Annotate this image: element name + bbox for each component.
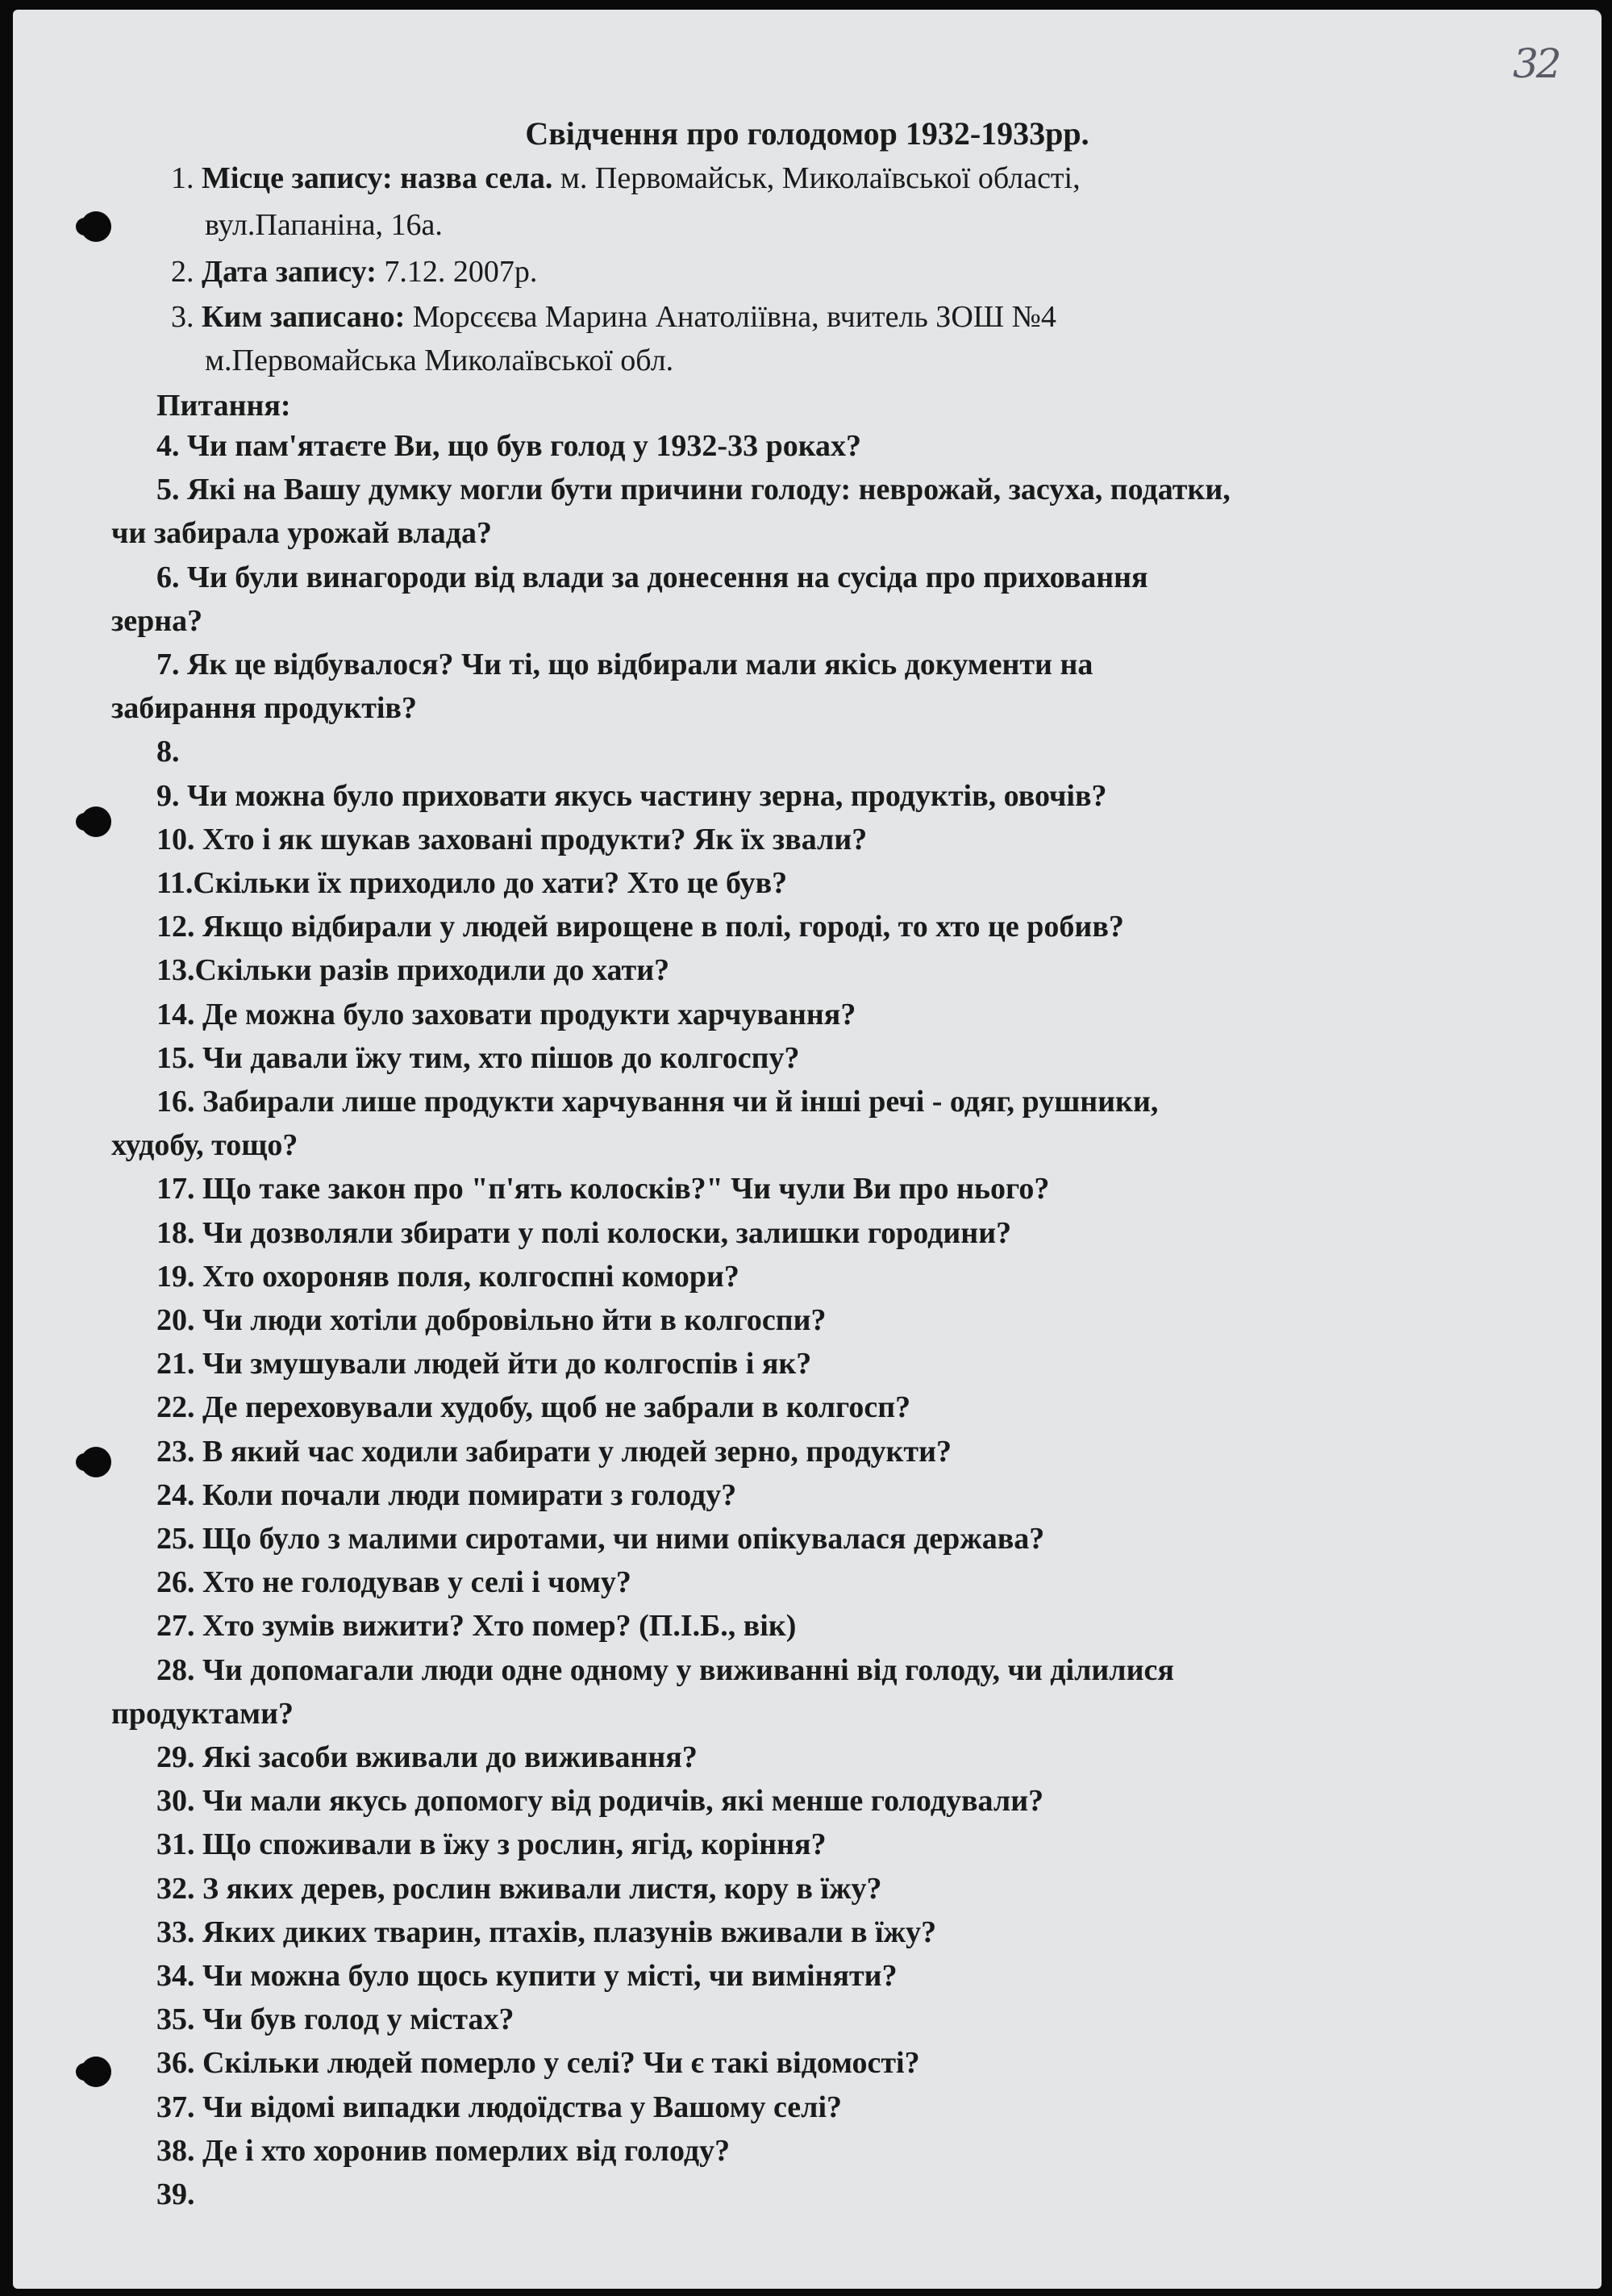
question-continuation: зерна? <box>111 604 203 638</box>
header-item-author-cont: м.Первомайська Миколаївської обл. <box>205 344 674 377</box>
question-item: 4. Чи пам'ятаєте Ви, що був голод у 1932-33 роках? <box>156 429 862 463</box>
question-item: 28. Чи допомагали люди одне одному у виживанні від голоду, чи ділилися <box>156 1653 1174 1687</box>
question-item: 9. Чи можна було приховати якусь частину зерна, продуктів, овочів? <box>156 779 1107 813</box>
question-continuation: худобу, тощо? <box>111 1128 298 1162</box>
question-item: 12. Якщо відбирали у людей вирощене в полі, городі, то хто це робив? <box>156 910 1124 944</box>
question-item: 27. Хто зумів вижити? Хто помер? (П.І.Б., вік) <box>156 1609 797 1643</box>
punch-hole <box>81 211 111 242</box>
question-item: 19. Хто охороняв поля, колгоспні комори? <box>156 1260 739 1294</box>
question-continuation: забирання продуктів? <box>111 691 417 725</box>
header-item-author: 3. Ким записано: Морсєєва Марина Анатоліївна, вчитель ЗОШ №4 <box>171 300 1056 334</box>
questions-heading: Питання: <box>156 389 291 423</box>
question-item: 31. Що споживали в їжу з рослин, ягід, коріння? <box>156 1827 827 1861</box>
question-item: 21. Чи змушували людей йти до колгоспів і як? <box>156 1347 812 1381</box>
punch-hole <box>81 1447 111 1477</box>
question-item: 8. <box>156 735 180 769</box>
header-item-place-cont: вул.Папаніна, 16а. <box>205 208 443 242</box>
question-item: 25. Що було з малими сиротами, чи ними опікувалася держава? <box>156 1522 1045 1556</box>
question-item: 26. Хто не голодував у селі і чому? <box>156 1565 631 1599</box>
page-number: 32 <box>1513 40 1560 87</box>
punch-hole <box>81 2056 111 2087</box>
question-item: 39. <box>156 2177 195 2211</box>
question-item: 6. Чи були винагороди від влади за донесення на сусіда про приховання <box>156 560 1148 594</box>
question-item: 14. Де можна було заховати продукти харчування? <box>156 998 856 1031</box>
header-item-place: 1. Місце запису: назва села. м. Первомайськ, Миколаївської області, <box>171 161 1081 195</box>
question-item: 5. Які на Вашу думку могли бути причини голоду: неврожай, засуха, податки, <box>156 473 1231 506</box>
question-item: 13.Скільки разів приходили до хати? <box>156 953 670 987</box>
question-item: 15. Чи давали їжу тим, хто пішов до колгоспу? <box>156 1041 800 1075</box>
question-item: 7. Як це відбувалося? Чи ті, що відбирали мали якісь документи на <box>156 648 1093 681</box>
question-item: 18. Чи дозволяли збирати у полі колоски, залишки городини? <box>156 1216 1012 1250</box>
question-item: 24. Коли почали люди помирати з голоду? <box>156 1478 737 1512</box>
punch-hole <box>81 806 111 837</box>
question-item: 37. Чи відомі випадки людоїдства у Вашому селі? <box>156 2090 843 2124</box>
question-item: 17. Що таке закон про "п'ять колосків?" Чи чули Ви про нього? <box>156 1172 1050 1206</box>
question-item: 34. Чи можна було щось купити у місті, чи виміняти? <box>156 1959 898 1993</box>
question-item: 22. Де переховували худобу, щоб не забрали в колгосп? <box>156 1390 911 1424</box>
question-item: 11.Скільки їх приходило до хати? Хто це був? <box>156 866 788 900</box>
question-item: 35. Чи був голод у містах? <box>156 2002 514 2036</box>
question-item: 10. Хто і як шукав заховані продукти? Як їх звали? <box>156 823 868 856</box>
document-title: Свідчення про голодомор 1932-1933рр. <box>525 115 1089 152</box>
question-item: 36. Скільки людей померло у селі? Чи є такі відомості? <box>156 2046 920 2080</box>
question-item: 33. Яких диких тварин, птахів, плазунів вживали в їжу? <box>156 1915 937 1949</box>
question-item: 20. Чи люди хотіли добровільно йти в колгоспи? <box>156 1303 827 1337</box>
question-item: 29. Які засоби вживали до виживання? <box>156 1740 698 1774</box>
header-item-date: 2. Дата запису: 7.12. 2007р. <box>171 255 538 289</box>
question-item: 23. В який час ходили забирати у людей зерно, продукти? <box>156 1435 952 1469</box>
question-item: 30. Чи мали якусь допомогу від родичів, які менше голодували? <box>156 1784 1044 1818</box>
question-item: 32. З яких дерев, рослин вживали листя, кору в їжу? <box>156 1872 882 1906</box>
question-continuation: продуктами? <box>111 1697 294 1731</box>
question-item: 38. Де і хто хоронив померлих від голоду? <box>156 2134 731 2168</box>
question-continuation: чи забирала урожай влада? <box>111 516 492 550</box>
question-item: 16. Забирали лише продукти харчування чи й інші речі - одяг, рушники, <box>156 1085 1159 1119</box>
document-page <box>13 10 1602 2289</box>
